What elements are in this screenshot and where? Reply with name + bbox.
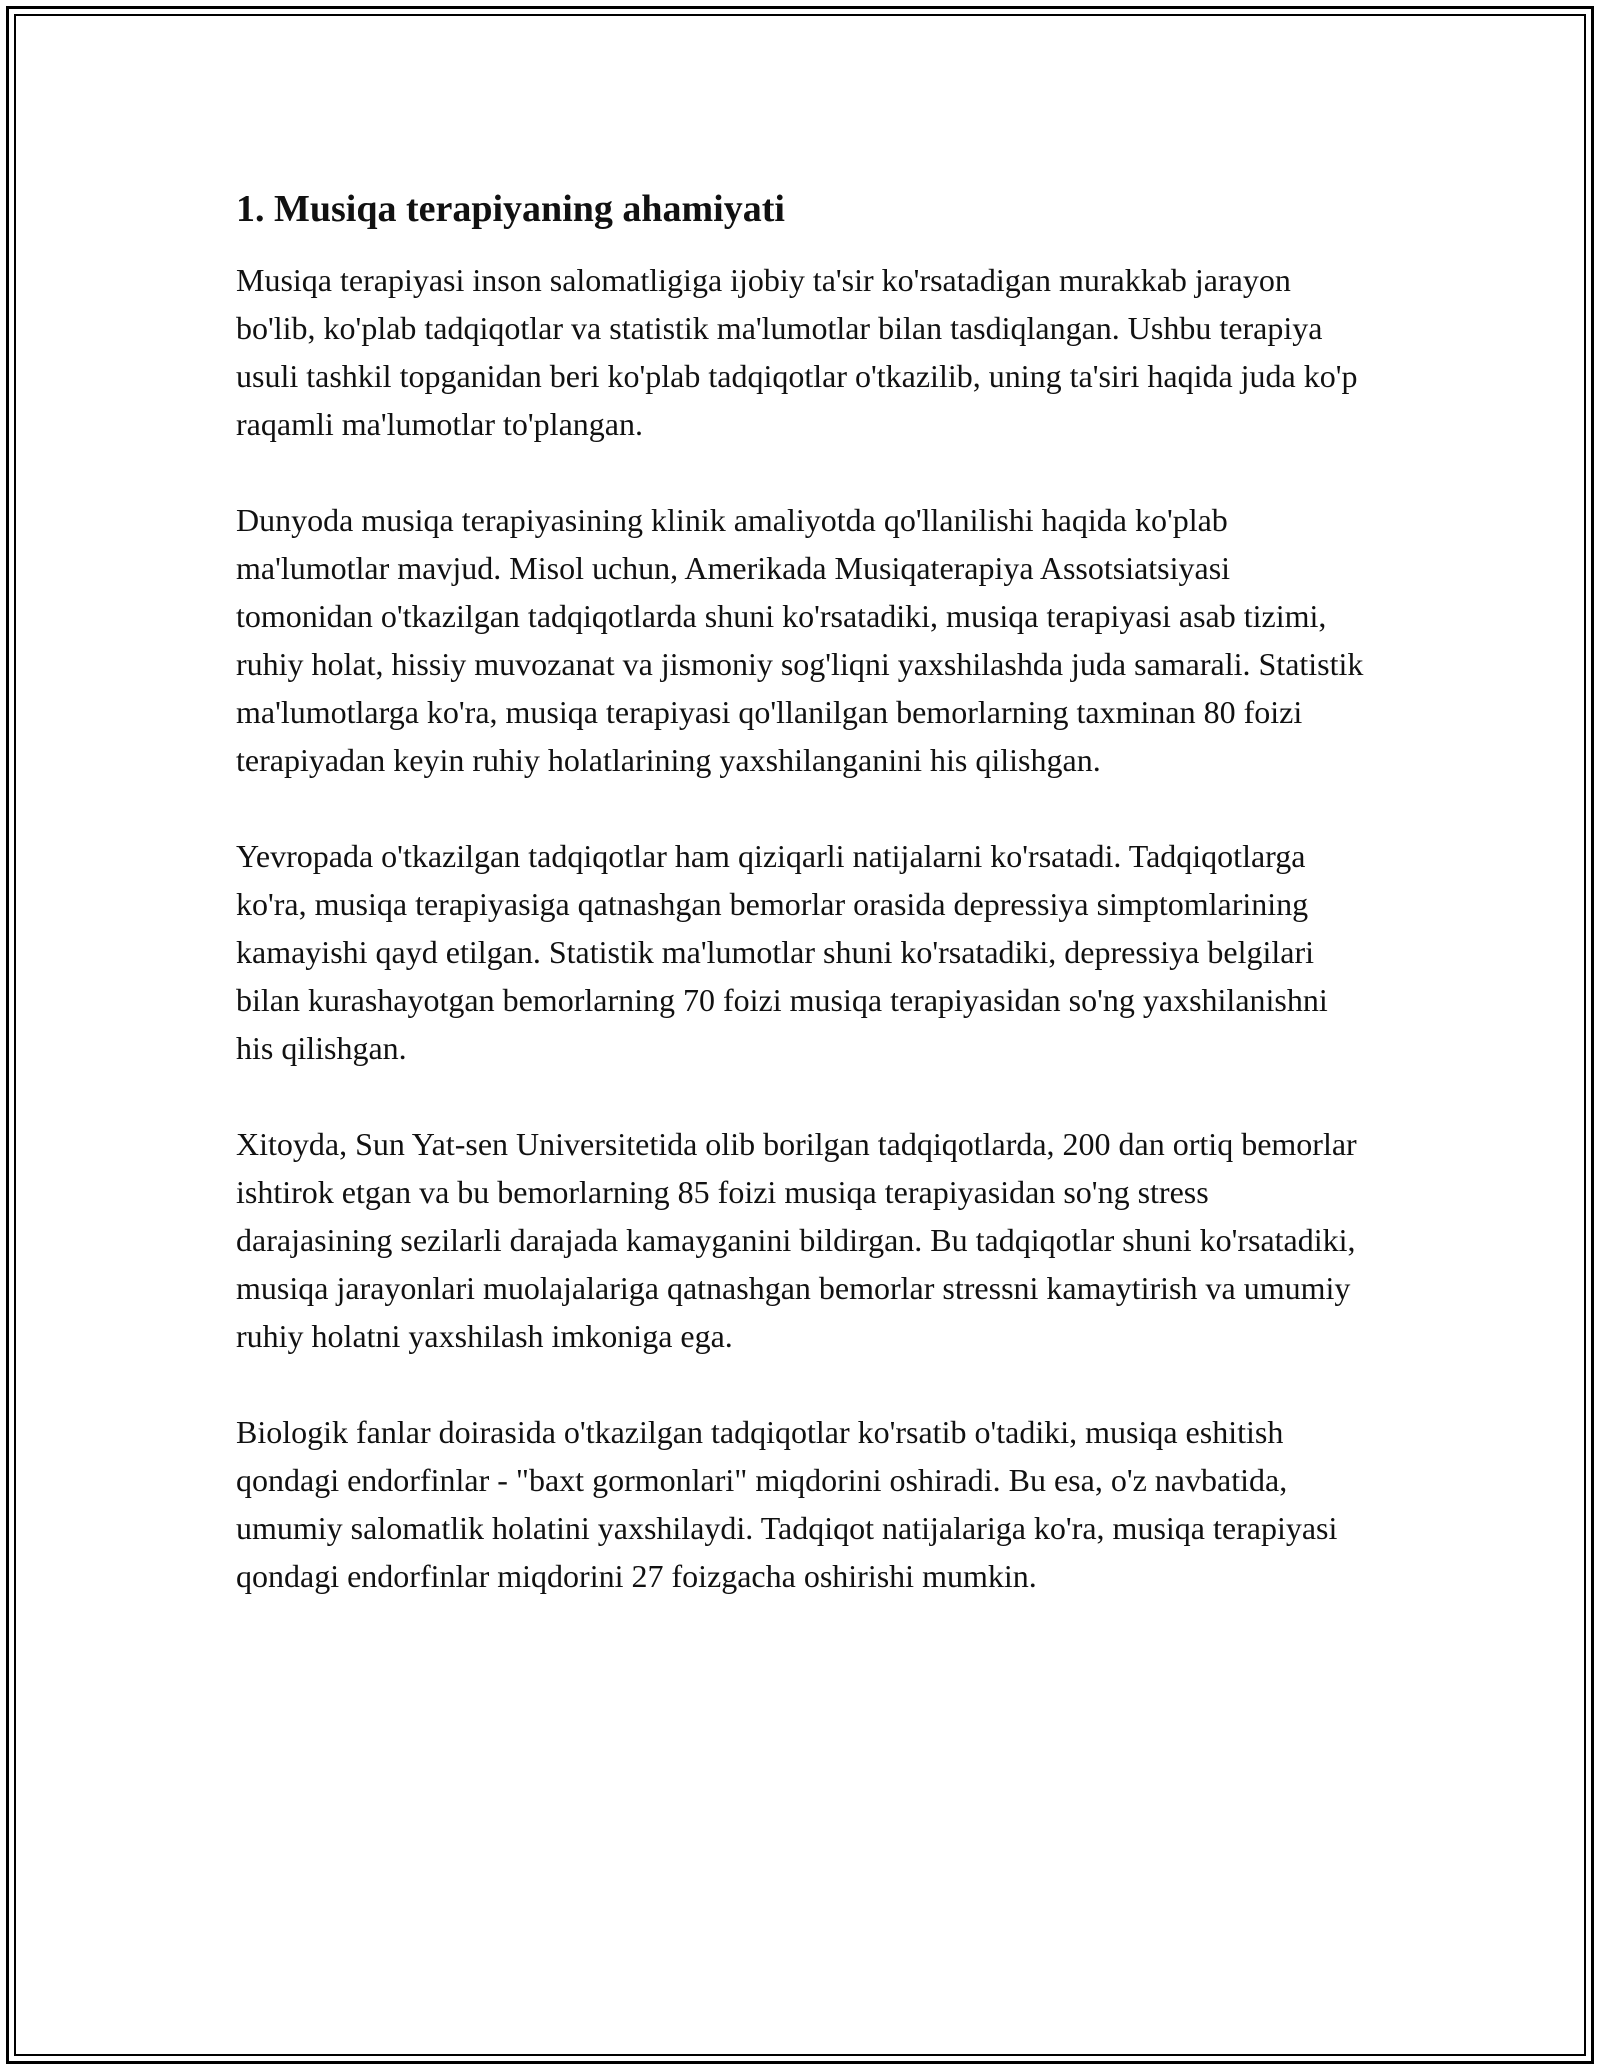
document-body [236, 186, 1366, 1648]
paragraph-europe: Yevropada o'tkazilgan tadqiqotlar ham qiziqarli natijalarni ko'rsatadi. Tadqiqotlarga ko'ra, musiqa terapiyasiga qatnashgan bemorlar orasida depressiya simptomlarining kamayishi qayd etilgan. Statistik ma'lumotlar shuni ko'rsatadiki, depressiya belgilari bilan kurashayotgan bemorlarning 70 foizi musiqa terapiyasidan so'ng yaxshilanishni his qilishgan. [236, 837, 1328, 1066]
paragraph-biology: Biologik fanlar doirasida o'tkazilgan tadqiqotlar ko'rsatib o'tadiki, musiqa eshitish qondagi endorfinlar - "baxt gormonlari" miqdorini oshiradi. Bu esa, o'z navbatida, umumiy salomatlik holatini yaxshilaydi. Tadqiqot natijalariga ko'ra, musiqa terapiyasi qondagi endorfinlar miqdorini 27 foizgacha oshirishi mumkin. [236, 1413, 1338, 1594]
section-heading: 1. Musiqa terapiyaning ahamiyati [236, 188, 785, 230]
paragraph-america: Dunyoda musiqa terapiyasining klinik amaliyotda qo'llanilishi haqida ko'plab ma'lumotlar mavjud. Misol uchun, Amerikada Musiqaterapiya Assotsiatsiyasi tomonidan o'tkazilgan tadqiqotlarda shuni ko'rsatadiki, musiqa terapiyasi asab tizimi, ruhiy holat, hissiy muvozanat va jismoniy sog'liqni yaxshilashda juda samarali. Statistik ma'lumotlarga ko'ra, musiqa terapiyasi qo'llanilgan bemorlarning taxminan 80 foizi terapiyadan keyin ruhiy holatlarining yaxshilanganini his qilishgan. [236, 501, 1364, 778]
paragraph-china: Xitoyda, Sun Yat-sen Universitetida olib borilgan tadqiqotlarda, 200 dan ortiq bemorlar ishtirok etgan va bu bemorlarning 85 foizi musiqa terapiyasidan so'ng stress darajasining sezilarli darajada kamayganini bildirgan. Bu tadqiqotlar shuni ko'rsatadiki, musiqa jarayonlari muolajalariga qatnashgan bemorlar stressni kamaytirish va umumiy ruhiy holatni yaxshilash imkoniga ega. [236, 1125, 1357, 1354]
paragraph-intro: Musiqa terapiyasi inson salomatligiga ijobiy ta'sir ko'rsatadigan murakkab jarayon bo'lib, ko'plab tadqiqotlar va statistik ma'lumotlar bilan tasdiqlangan. Ushbu terapiya usuli tashkil topganidan beri ko'plab tadqiqotlar o'tkazilib, uning ta'siri haqida juda ko'p raqamli ma'lumotlar to'plangan. [236, 261, 1358, 442]
